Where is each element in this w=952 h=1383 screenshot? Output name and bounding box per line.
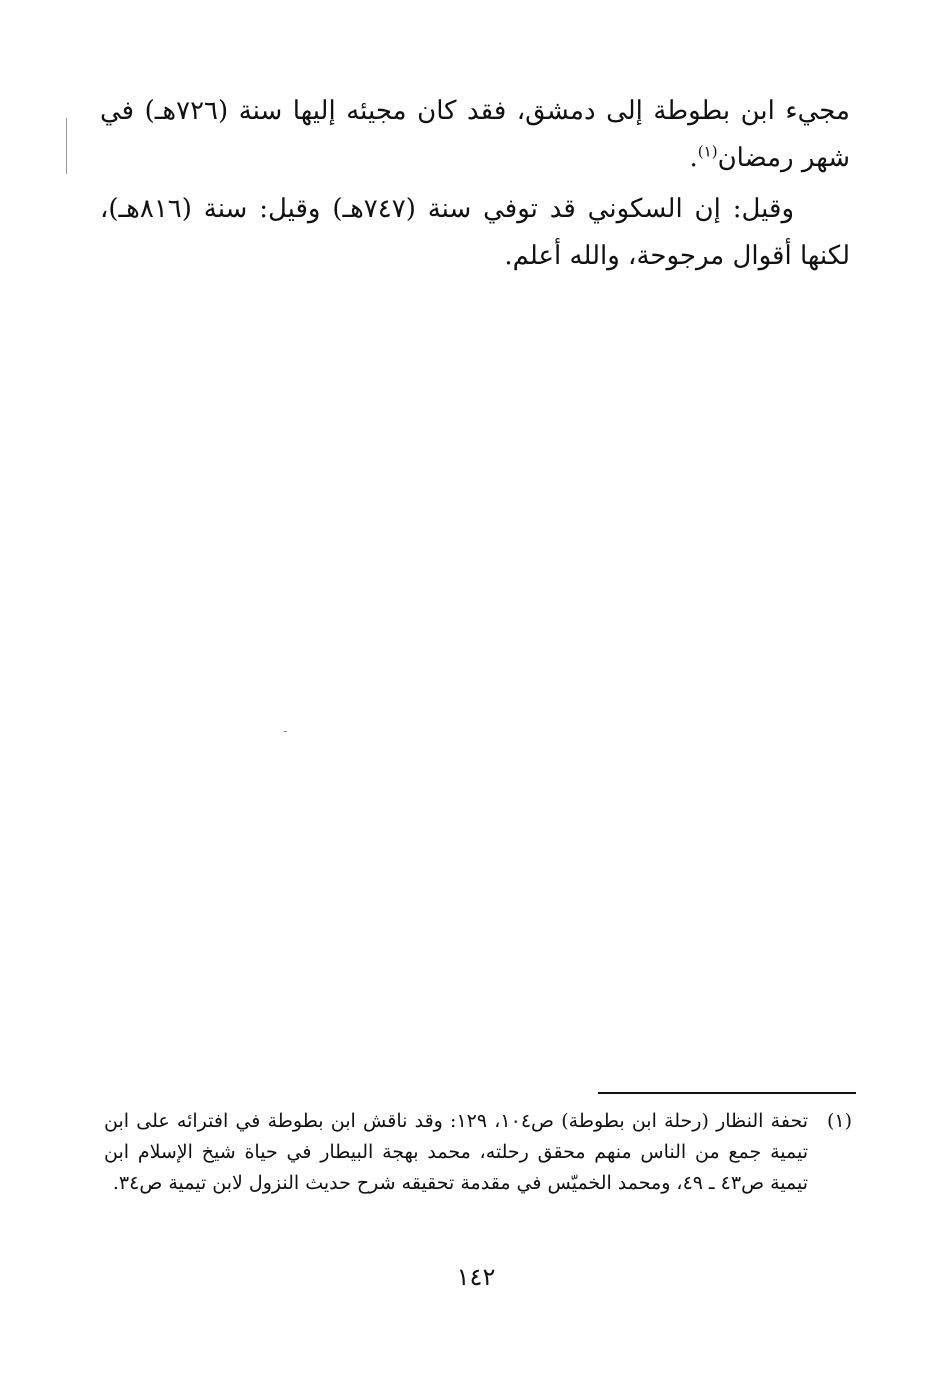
footnote-item [104, 1106, 852, 1199]
main-text [100, 88, 850, 284]
footnote-reference[interactable]: (١) [697, 142, 718, 161]
footnote-number: (١) [826, 1110, 852, 1132]
paragraph-2: وقيل: إن السكوني قد توفي سنة (٧٤٧هـ) وقيل: سنة (٨١٦هـ)، لكنها أقوال مرجوحة، والله أعلم. [100, 194, 850, 271]
margin-mark [66, 118, 67, 174]
paragraph-1-end: . [689, 143, 698, 173]
footnote-text: تحفة النظار (رحلة ابن بطوطة) ص١٠٤، ١٢٩: وقد ناقش ابن بطوطة في افترائه على ابن تيمية جمع من الناس منهم محقق رحلته، محمد بهجة البيطار في حياة شيخ الإسلام ابن تيمية ص٤٣ ـ ٤٩، ومحمد الخميّس في مقدمة تحقيقه شرح حديث النزول لابن تيمية ص٣٤. [104, 1110, 809, 1194]
paragraph-1-text: مجيء ابن بطوطة إلى دمشق، فقد كان مجيئه إليها سنة (٧٢٦هـ) في شهر رمضان [100, 96, 850, 173]
page-number: ١٤٢ [456, 1263, 496, 1291]
paragraph-1 [100, 88, 850, 182]
scan-speck [284, 731, 287, 732]
footnote-separator [598, 1092, 856, 1094]
footnotes [104, 1106, 852, 1199]
